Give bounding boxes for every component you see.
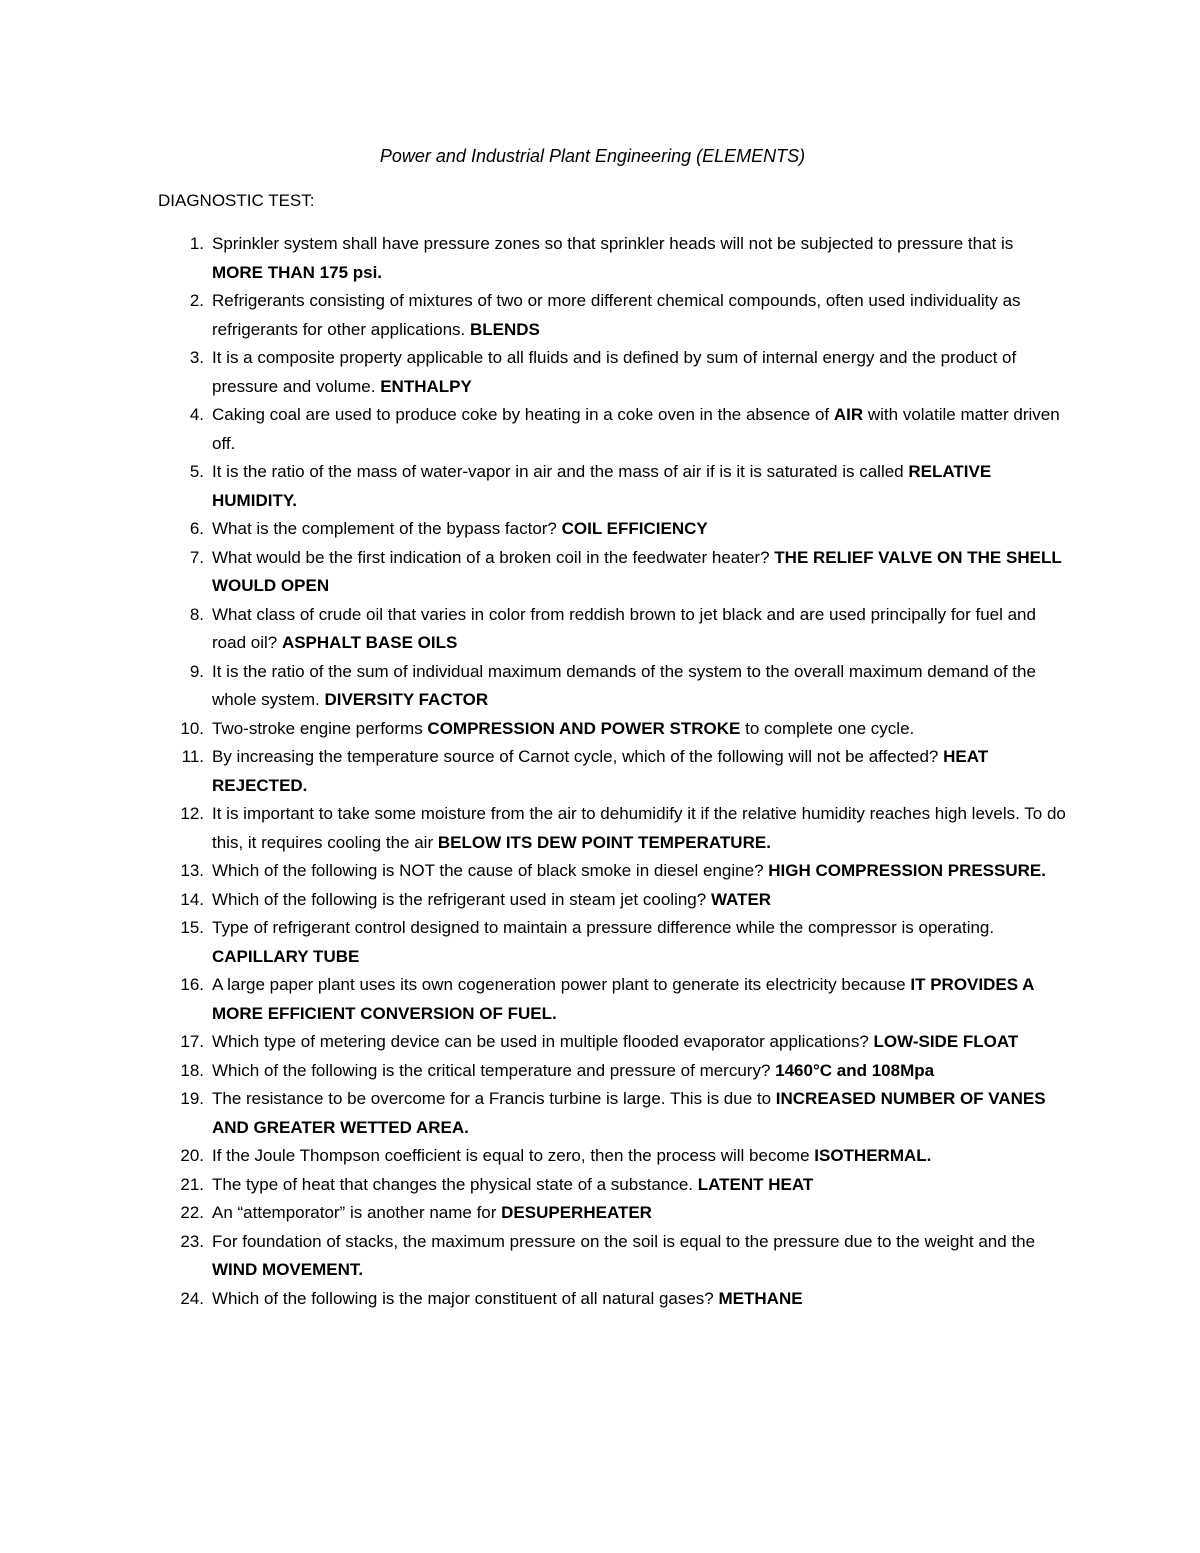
answer-text: LOW-SIDE FLOAT bbox=[873, 1032, 1019, 1051]
question-list bbox=[158, 230, 1068, 1313]
question-number: 6. bbox=[189, 519, 204, 538]
answer-text: ISOTHERMAL. bbox=[814, 1146, 932, 1165]
question-item bbox=[158, 857, 1068, 886]
answer-text: 1460°C and 108Mpa bbox=[775, 1060, 935, 1080]
question-number: 4. bbox=[189, 405, 204, 424]
question-text: By increasing the temperature source of Carnot cycle, which of the following will not be affected? bbox=[212, 747, 944, 766]
question-number: 7. bbox=[189, 547, 204, 567]
question-number: 22. bbox=[180, 1203, 204, 1222]
question-number: 16. bbox=[180, 975, 204, 994]
question-text-continued: to complete one cycle. bbox=[740, 718, 915, 738]
question-text: The resistance to be overcome for a Francis turbine is large. This is due to bbox=[212, 1089, 776, 1108]
question-item bbox=[158, 1285, 1068, 1314]
question-item bbox=[158, 1057, 1068, 1086]
question-number: 15. bbox=[180, 918, 204, 937]
answer-text: HEAT REJECTED. bbox=[212, 747, 989, 795]
question-item bbox=[158, 1228, 1068, 1285]
question-text: It is important to take some moisture from the air to dehumidify it if the relative humidity reaches high levels. To do this, it requires cooling the air bbox=[212, 804, 1066, 852]
question-text: If the Joule Thompson coefficient is equal to zero, then the process will become bbox=[212, 1146, 815, 1165]
question-text: It is the ratio of the sum of individual maximum demands of the system to the overall maximum demand of the whole system. bbox=[212, 661, 1036, 709]
question-item bbox=[158, 971, 1068, 1028]
question-text: What is the complement of the bypass factor? bbox=[212, 519, 562, 538]
answer-text: INCREASED NUMBER OF VANES AND GREATER WETTED AREA. bbox=[212, 1089, 1046, 1137]
answer-text: METHANE bbox=[718, 1288, 803, 1308]
question-text: What class of crude oil that varies in color from reddish brown to jet black and are used principally for fuel and road oil? bbox=[212, 604, 1036, 652]
question-text: It is the ratio of the mass of water-vapor in air and the mass of air if is it is saturated is called bbox=[212, 462, 909, 481]
answer-text: WATER bbox=[710, 889, 772, 909]
question-number: 1. bbox=[189, 234, 204, 253]
question-number: 20. bbox=[180, 1146, 204, 1165]
answer-text: ENTHALPY bbox=[380, 376, 472, 396]
question-text: The type of heat that changes the physical state of a substance. bbox=[212, 1174, 698, 1194]
question-text: An “attemporator” is another name for bbox=[212, 1203, 502, 1222]
question-item bbox=[158, 401, 1068, 458]
question-text: For foundation of stacks, the maximum pressure on the soil is equal to the pressure due to the weight and the bbox=[212, 1231, 1036, 1251]
question-number: 5. bbox=[189, 462, 204, 481]
question-item bbox=[158, 886, 1068, 915]
question-item bbox=[158, 1085, 1068, 1142]
answer-text: COMPRESSION AND POWER STROKE bbox=[427, 718, 741, 738]
question-item bbox=[158, 715, 1068, 744]
question-text: A large paper plant uses its own cogeneration power plant to generate its electricity because bbox=[212, 975, 911, 994]
question-item bbox=[158, 544, 1068, 601]
test-heading: DIAGNOSTIC TEST: bbox=[158, 191, 315, 210]
question-item bbox=[158, 1171, 1068, 1200]
question-item bbox=[158, 1028, 1068, 1057]
question-text: It is a composite property applicable to all fluids and is defined by sum of internal energy and the product of pressure and volume. bbox=[212, 348, 1017, 396]
question-item bbox=[158, 914, 1068, 971]
question-number: 2. bbox=[189, 291, 204, 310]
question-text: Caking coal are used to produce coke by heating in a coke oven in the absence of bbox=[212, 405, 834, 424]
question-item bbox=[158, 800, 1068, 857]
answer-text: THE RELIEF VALVE ON THE SHELL WOULD OPEN bbox=[212, 547, 1062, 595]
question-text: Which of the following is NOT the cause of black smoke in diesel engine? bbox=[212, 861, 769, 880]
question-number: 8. bbox=[189, 604, 204, 624]
question-number: 13. bbox=[180, 861, 204, 880]
answer-text: LATENT HEAT bbox=[697, 1174, 814, 1194]
question-text: Which type of metering device can be used in multiple flooded evaporator applications? bbox=[212, 1032, 874, 1051]
question-text: What would be the first indication of a broken coil in the feedwater heater? bbox=[212, 547, 775, 567]
question-number: 23. bbox=[180, 1231, 204, 1251]
question-item bbox=[158, 743, 1068, 800]
question-item bbox=[158, 458, 1068, 515]
question-text: Which of the following is the major constituent of all natural gases? bbox=[212, 1288, 719, 1308]
answer-text: DESUPERHEATER bbox=[501, 1203, 652, 1222]
question-number: 11. bbox=[181, 747, 204, 766]
answer-text: IT PROVIDES A MORE EFFICIENT CONVERSION OF FUEL. bbox=[212, 975, 1034, 1023]
question-text: Two-stroke engine performs bbox=[212, 718, 428, 738]
question-item bbox=[158, 515, 1068, 544]
answer-text: COIL EFFICIENCY bbox=[561, 519, 708, 538]
answer-text: RELATIVE HUMIDITY. bbox=[212, 462, 992, 510]
question-text-continued: with volatile matter driven off. bbox=[212, 405, 1060, 453]
question-item bbox=[158, 344, 1068, 401]
question-number: 14. bbox=[180, 889, 204, 909]
question-item bbox=[158, 658, 1068, 715]
question-number: 12. bbox=[180, 804, 204, 823]
answer-text: BELOW ITS DEW POINT TEMPERATURE. bbox=[437, 832, 771, 852]
answer-text: BLENDS bbox=[469, 319, 540, 339]
question-number: 3. bbox=[189, 348, 204, 367]
question-number: 19. bbox=[180, 1089, 204, 1108]
question-number: 17. bbox=[180, 1032, 204, 1051]
question-text: Refrigerants consisting of mixtures of two or more different chemical compounds, often used individuality as refrigerants for other applications. bbox=[212, 291, 1021, 339]
question-number: 24. bbox=[180, 1288, 204, 1308]
question-number: 21. bbox=[180, 1174, 204, 1194]
question-number: 9. bbox=[189, 661, 204, 681]
question-number: 10. bbox=[180, 718, 204, 738]
answer-text: DIVERSITY FACTOR bbox=[324, 690, 489, 709]
question-item bbox=[158, 230, 1068, 287]
question-item bbox=[158, 287, 1068, 344]
answer-text: ASPHALT BASE OILS bbox=[281, 633, 458, 652]
question-text: Which of the following is the refrigerant used in steam jet cooling? bbox=[212, 889, 711, 909]
answer-text: CAPILLARY TUBE bbox=[212, 946, 360, 966]
question-number: 18. bbox=[180, 1060, 204, 1080]
document-title: Power and Industrial Plant Engineering (ELEMENTS) bbox=[379, 146, 806, 166]
answer-text: AIR bbox=[833, 405, 864, 424]
question-text: Sprinkler system shall have pressure zones so that sprinkler heads will not be subjected to pressure that is bbox=[212, 234, 1014, 253]
answer-text: WIND MOVEMENT. bbox=[212, 1260, 364, 1279]
question-item bbox=[158, 1142, 1068, 1171]
question-text: Type of refrigerant control designed to maintain a pressure difference while the compressor is operating. bbox=[212, 918, 995, 937]
question-text: Which of the following is the critical temperature and pressure of mercury? bbox=[212, 1060, 776, 1080]
answer-text: MORE THAN 175 psi. bbox=[212, 262, 383, 282]
question-item bbox=[158, 1199, 1068, 1228]
question-item bbox=[158, 601, 1068, 658]
answer-text: HIGH COMPRESSION PRESSURE. bbox=[768, 861, 1046, 880]
